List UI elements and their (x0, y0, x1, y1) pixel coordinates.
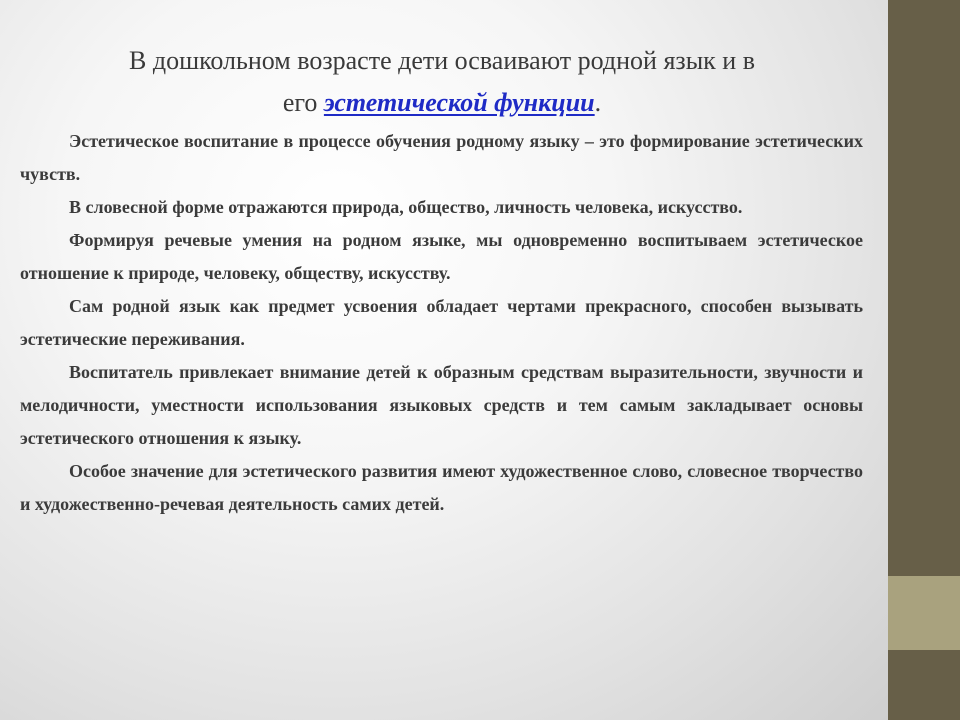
sidebar-accent-block (888, 576, 960, 650)
paragraph-1: Эстетическое воспитание в процессе обучения родному языку – это формирование эстетических чувств. (20, 131, 863, 184)
slide-title (20, 40, 864, 124)
title-suffix: . (594, 88, 602, 117)
paragraph-3: Формируя речевые умения на родном языке, мы одновременно воспитываем эстетическое отношение к природе, человеку, обществу, искусству. (20, 230, 863, 283)
title-prefix: его (282, 88, 324, 117)
title-emphasis: эстетической функции (323, 88, 595, 117)
paragraph-2: В словесной форме отражаются природа, общество, личность человека, искусство. (69, 197, 743, 217)
title-line-1: В дошкольном возрасте дети осваивают родной язык и в (129, 46, 755, 75)
paragraph-6: Особое значение для эстетического развития имеют художественное слово, словесное творчество и художественно-речевая деятельность самих детей. (20, 461, 863, 514)
paragraph-5: Воспитатель привлекает внимание детей к образным средствам выразительности, звучности и мелодичности, уместности использования языковых средств и тем самым закладывает основы эстетического отношения к языку. (20, 362, 863, 448)
slide-body (20, 125, 863, 521)
paragraph-4: Сам родной язык как предмет усвоения обладает чертами прекрасного, способен вызывать эстетические переживания. (20, 296, 863, 349)
title-line-2 (20, 82, 864, 124)
